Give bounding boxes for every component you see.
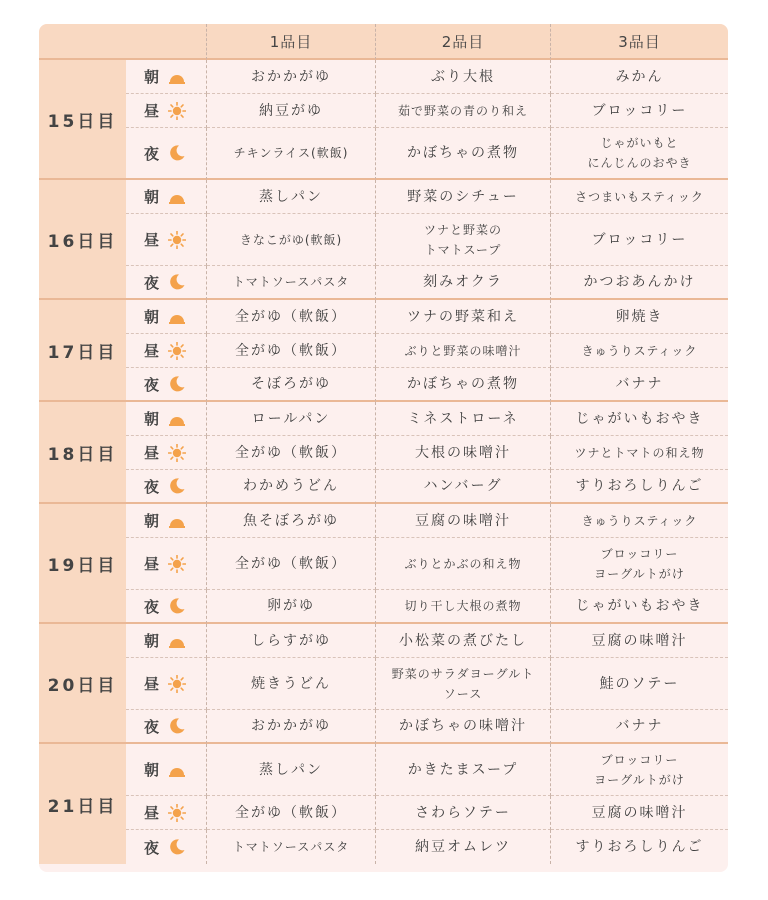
dish-cell: すりおろしりんご — [551, 470, 728, 504]
dish-cell: 全がゆ（軟飯） — [207, 436, 376, 470]
moon-icon — [168, 144, 186, 162]
meal-time-label: 朝 — [144, 188, 160, 206]
sun-icon — [168, 804, 186, 822]
meal-time-morning — [126, 624, 207, 658]
moon-icon — [168, 477, 186, 495]
column-header-dish-1: 1品目 — [207, 24, 376, 60]
meal-time-label: 朝 — [144, 632, 160, 650]
sun-icon — [168, 444, 186, 462]
sun-icon — [168, 231, 186, 249]
dish-cell: チキンライス(軟飯) — [207, 128, 376, 180]
dish-cell: ミネストローネ — [376, 402, 551, 436]
day-label: 18日目 — [39, 402, 126, 504]
meal-time-morning — [126, 180, 207, 214]
meal-time-night — [126, 710, 207, 744]
dish-cell: すりおろしりんご — [551, 830, 728, 864]
dish-cell: 魚そぼろがゆ — [207, 504, 376, 538]
meal-time-noon — [126, 436, 207, 470]
column-header-dish-2: 2品目 — [376, 24, 551, 60]
dish-cell: そぼろがゆ — [207, 368, 376, 402]
dish-cell: ハンバーグ — [376, 470, 551, 504]
meal-time-label: 夜 — [144, 838, 160, 857]
dish-cell: しらすがゆ — [207, 624, 376, 658]
dish-cell: わかめうどん — [207, 470, 376, 504]
dish-cell: ぶりと野菜の味噌汁 — [376, 334, 551, 368]
meal-time-night — [126, 830, 207, 864]
dish-cell: さわらソテー — [376, 796, 551, 830]
dish-cell: バナナ — [551, 368, 728, 402]
dish-cell: 卵がゆ — [207, 590, 376, 624]
meal-time-label: 朝 — [144, 761, 160, 779]
dish-cell: 蒸しパン — [207, 744, 376, 796]
dish-cell: 野菜のサラダヨーグルト ソース — [376, 658, 551, 710]
sun-icon — [168, 102, 186, 120]
dish-cell: トマトソースパスタ — [207, 266, 376, 300]
dish-cell: 焼きうどん — [207, 658, 376, 710]
day-label: 17日目 — [39, 300, 126, 402]
dish-cell: 卵焼き — [551, 300, 728, 334]
meal-time-noon — [126, 94, 207, 128]
meal-time-label: 夜 — [144, 477, 160, 496]
dish-cell: じゃがいもおやき — [551, 402, 728, 436]
dish-cell: 豆腐の味噌汁 — [551, 624, 728, 658]
moon-icon — [168, 717, 186, 735]
meal-time-label: 夜 — [144, 273, 160, 292]
dish-cell: 全がゆ（軟飯） — [207, 334, 376, 368]
dish-cell: 茹で野菜の青のり和え — [376, 94, 551, 128]
meal-time-label: 朝 — [144, 512, 160, 530]
dish-cell: かきたまスープ — [376, 744, 551, 796]
dish-cell: みかん — [551, 60, 728, 94]
dish-cell: 蒸しパン — [207, 180, 376, 214]
dish-cell: 野菜のシチュー — [376, 180, 551, 214]
dish-cell: ぶりとかぶの和え物 — [376, 538, 551, 590]
dish-cell: 鮭のソテー — [551, 658, 728, 710]
dish-cell: 豆腐の味噌汁 — [551, 796, 728, 830]
meal-time-label: 朝 — [144, 308, 160, 326]
sun-icon — [168, 342, 186, 360]
sunrise-icon — [168, 188, 186, 206]
meal-time-label: 夜 — [144, 375, 160, 394]
meal-time-label: 昼 — [144, 804, 160, 822]
sunrise-icon — [168, 68, 186, 86]
meal-time-label: 昼 — [144, 231, 160, 249]
meal-time-night — [126, 368, 207, 402]
moon-icon — [168, 838, 186, 856]
dish-cell: ツナとトマトの和え物 — [551, 436, 728, 470]
dish-cell: ロールパン — [207, 402, 376, 436]
sunrise-icon — [168, 761, 186, 779]
dish-cell: 小松菜の煮びたし — [376, 624, 551, 658]
dish-cell: ぶり大根 — [376, 60, 551, 94]
dish-cell: じゃがいもおやき — [551, 590, 728, 624]
dish-cell: さつまいもスティック — [551, 180, 728, 214]
moon-icon — [168, 597, 186, 615]
dish-cell: 納豆オムレツ — [376, 830, 551, 864]
dish-cell: ブロッコリー — [551, 214, 728, 266]
moon-icon — [168, 273, 186, 291]
dish-cell: かつおあんかけ — [551, 266, 728, 300]
meal-time-morning — [126, 300, 207, 334]
sunrise-icon — [168, 410, 186, 428]
meal-time-label: 昼 — [144, 444, 160, 462]
meal-time-noon — [126, 796, 207, 830]
sunrise-icon — [168, 308, 186, 326]
meal-time-label: 昼 — [144, 102, 160, 120]
sun-icon — [168, 675, 186, 693]
day-label: 21日目 — [39, 744, 126, 864]
meal-time-night — [126, 590, 207, 624]
dish-cell: ツナと野菜の トマトスープ — [376, 214, 551, 266]
dish-cell: 納豆がゆ — [207, 94, 376, 128]
day-label: 15日目 — [39, 60, 126, 180]
meal-grid — [39, 24, 728, 872]
meal-time-label: 夜 — [144, 597, 160, 616]
sun-icon — [168, 555, 186, 573]
dish-cell: きゅうりスティック — [551, 504, 728, 538]
dish-cell: じゃがいもと にんじんのおやき — [551, 128, 728, 180]
day-label: 16日目 — [39, 180, 126, 300]
dish-cell: トマトソースパスタ — [207, 830, 376, 864]
meal-time-morning — [126, 60, 207, 94]
dish-cell: かぼちゃの煮物 — [376, 128, 551, 180]
meal-time-noon — [126, 334, 207, 368]
dish-cell: きなこがゆ(軟飯) — [207, 214, 376, 266]
meal-time-label: 朝 — [144, 410, 160, 428]
dish-cell: ブロッコリー — [551, 94, 728, 128]
meal-time-noon — [126, 538, 207, 590]
dish-cell: おかかがゆ — [207, 60, 376, 94]
sunrise-icon — [168, 512, 186, 530]
dish-cell: きゅうりスティック — [551, 334, 728, 368]
dish-cell: 刻みオクラ — [376, 266, 551, 300]
dish-cell: 切り干し大根の煮物 — [376, 590, 551, 624]
dish-cell: 大根の味噌汁 — [376, 436, 551, 470]
dish-cell: 豆腐の味噌汁 — [376, 504, 551, 538]
dish-cell: かぼちゃの煮物 — [376, 368, 551, 402]
dish-cell: おかかがゆ — [207, 710, 376, 744]
meal-time-night — [126, 128, 207, 180]
meal-time-morning — [126, 402, 207, 436]
dish-cell: 全がゆ（軟飯） — [207, 538, 376, 590]
dish-cell: かぼちゃの味噌汁 — [376, 710, 551, 744]
dish-cell: バナナ — [551, 710, 728, 744]
meal-plan-table — [39, 24, 728, 872]
meal-time-label: 朝 — [144, 68, 160, 86]
dish-cell: 全がゆ（軟飯） — [207, 300, 376, 334]
meal-time-night — [126, 470, 207, 504]
column-header-dish-3: 3品目 — [551, 24, 728, 60]
meal-time-night — [126, 266, 207, 300]
day-label: 19日目 — [39, 504, 126, 624]
meal-time-label: 昼 — [144, 675, 160, 693]
meal-time-noon — [126, 214, 207, 266]
meal-time-label: 夜 — [144, 144, 160, 163]
dish-cell: ブロッコリー ヨーグルトがけ — [551, 744, 728, 796]
day-label: 20日目 — [39, 624, 126, 744]
meal-time-label: 夜 — [144, 717, 160, 736]
sunrise-icon — [168, 632, 186, 650]
moon-icon — [168, 375, 186, 393]
meal-time-label: 昼 — [144, 342, 160, 360]
meal-time-morning — [126, 504, 207, 538]
header-corner — [39, 24, 207, 60]
meal-time-morning — [126, 744, 207, 796]
dish-cell: 全がゆ（軟飯） — [207, 796, 376, 830]
dish-cell: ブロッコリー ヨーグルトがけ — [551, 538, 728, 590]
meal-time-label: 昼 — [144, 555, 160, 573]
dish-cell: ツナの野菜和え — [376, 300, 551, 334]
meal-time-noon — [126, 658, 207, 710]
